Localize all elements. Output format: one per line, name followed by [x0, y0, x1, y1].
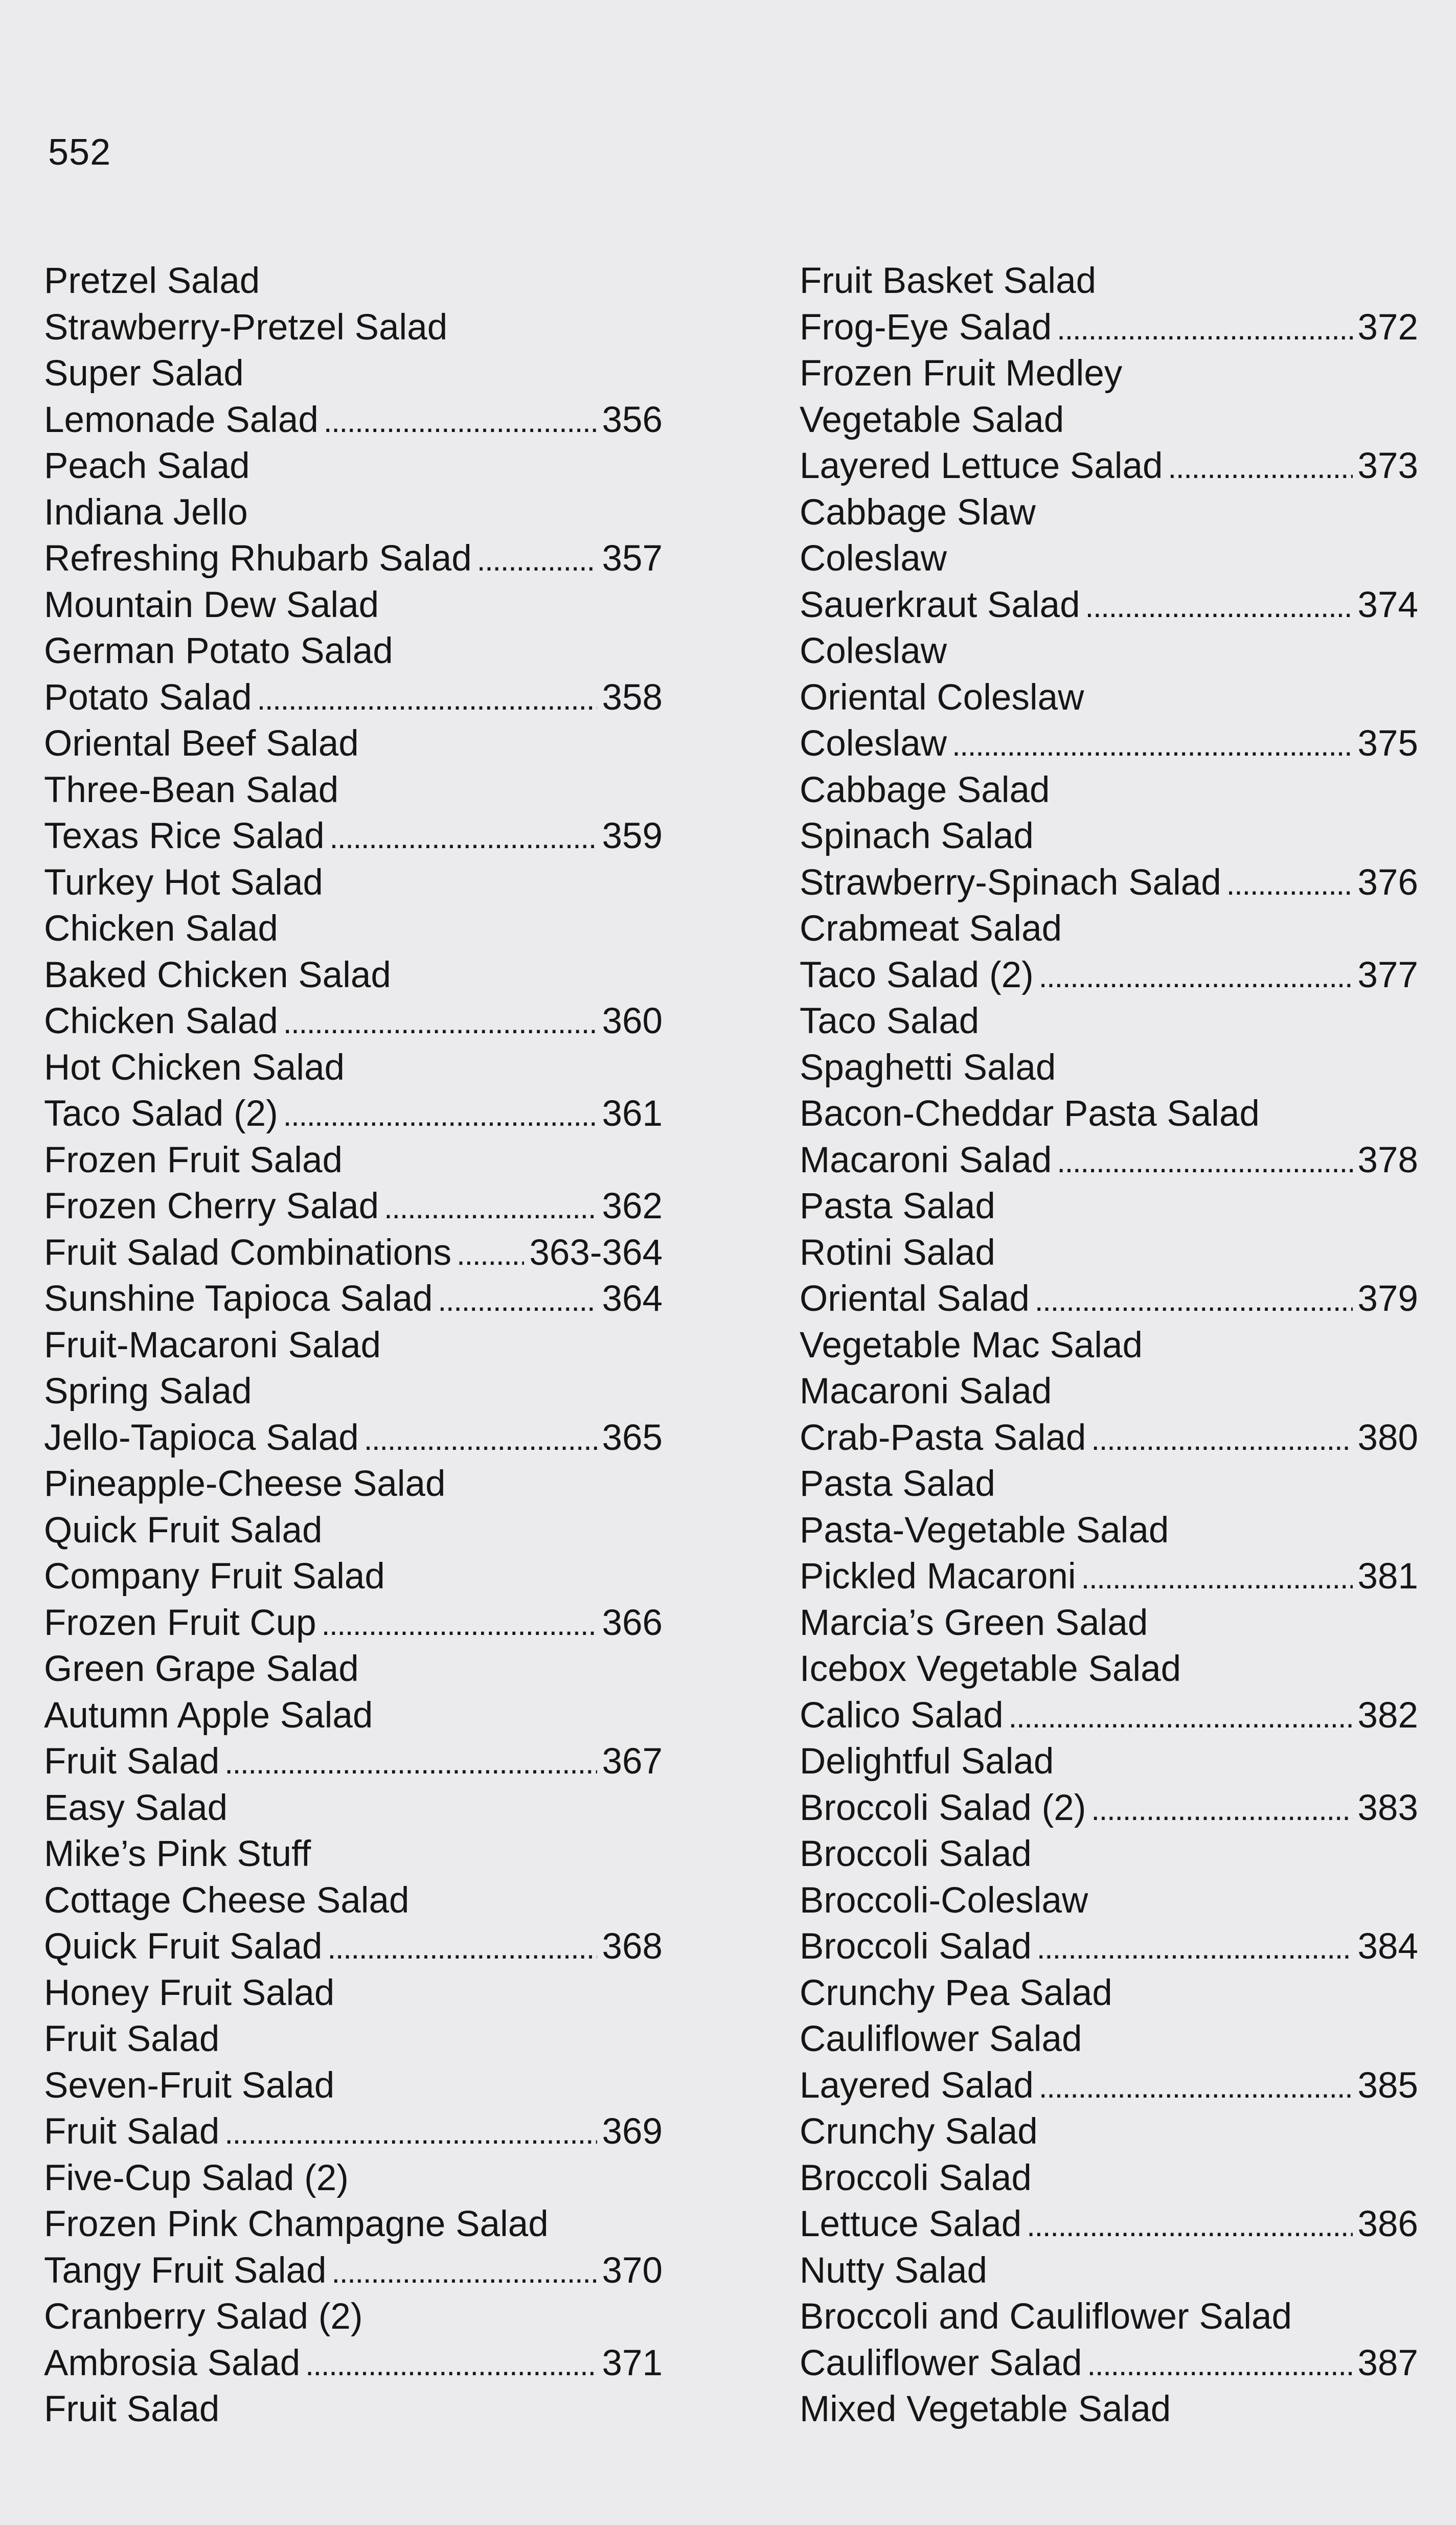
entry-title: Cottage Cheese Salad — [44, 1880, 410, 1921]
index-entry — [800, 309, 1418, 356]
index-entry — [44, 1697, 663, 1744]
index-entry — [800, 355, 1418, 402]
entry-page-number: 369 — [602, 2111, 663, 2152]
index-entry — [44, 1558, 663, 1605]
entry-title: Mountain Dew Salad — [44, 584, 379, 625]
index-entry — [44, 1417, 663, 1466]
index-entry — [800, 1417, 1418, 1466]
entry-page-number: 360 — [602, 1001, 663, 1041]
entry-title: Cauliflower Salad — [800, 2019, 1082, 2059]
entry-page-number: 364 — [602, 1279, 663, 1319]
entry-page-number: 357 — [602, 538, 663, 579]
dot-leader — [1226, 865, 1353, 903]
dot-leader — [364, 1420, 597, 1458]
entry-title: Oriental Coleslaw — [800, 677, 1084, 718]
dot-leader — [1027, 2206, 1352, 2244]
index-entry — [800, 1373, 1418, 1420]
entry-title: Frozen Fruit Cup — [44, 1602, 316, 1643]
page-number: 552 — [48, 132, 111, 173]
entry-page-number: 383 — [1357, 1787, 1418, 1828]
index-entry — [44, 1232, 663, 1281]
index-entry — [44, 2067, 663, 2114]
entry-title: Company Fruit Salad — [44, 1556, 385, 1597]
index-entry — [44, 1743, 663, 1790]
index-entry — [800, 769, 1418, 818]
dot-leader — [322, 1605, 597, 1643]
entry-title: Strawberry-Spinach Salad — [800, 862, 1221, 903]
index-entry — [44, 2296, 663, 2345]
index-entry — [800, 2157, 1418, 2206]
index-column-left — [44, 263, 663, 2438]
index-entry — [44, 2157, 663, 2206]
dot-leader — [1168, 448, 1353, 486]
entry-title: Cranberry Salad (2) — [44, 2296, 363, 2337]
index-entry — [44, 2342, 663, 2392]
index-entry — [800, 2342, 1418, 2392]
entry-title: Jello-Tapioca Salad — [44, 1417, 359, 1458]
index-entry — [800, 725, 1418, 772]
index-entry — [44, 1047, 663, 1096]
entry-page-number: 361 — [602, 1094, 663, 1134]
index-entry — [800, 1188, 1418, 1235]
dot-leader — [438, 1281, 597, 1319]
index-entry — [800, 1047, 1418, 1096]
dot-leader — [328, 1928, 597, 1967]
entry-title: Sunshine Tapioca Salad — [44, 1279, 433, 1319]
index-entry — [44, 355, 663, 402]
index-entry — [44, 2113, 663, 2160]
dot-leader — [1081, 1558, 1353, 1597]
entry-title: Fruit Basket Salad — [800, 261, 1097, 301]
entry-title: Chicken Salad — [44, 1001, 278, 1041]
entry-title: Macaroni Salad — [800, 1140, 1052, 1180]
entry-title: Broccoli and Cauliflower Salad — [800, 2296, 1292, 2337]
entry-page-number: 363-364 — [529, 1232, 663, 1273]
entry-title: Taco Salad — [800, 1001, 980, 1041]
index-entry — [800, 1651, 1418, 1697]
index-entry — [800, 2296, 1418, 2345]
index-entry — [44, 309, 663, 356]
dot-leader — [324, 402, 597, 440]
entry-page-number: 378 — [1357, 1140, 1418, 1180]
dot-leader — [457, 1235, 524, 1273]
index-entry — [44, 584, 663, 633]
index-entry — [800, 448, 1418, 494]
entry-title: Easy Salad — [44, 1787, 228, 1828]
entry-page-number: 385 — [1357, 2065, 1418, 2106]
index-entry — [44, 1836, 663, 1882]
dot-leader — [330, 818, 597, 856]
entry-title: Fruit Salad — [44, 2389, 220, 2429]
entry-page-number: 375 — [1357, 723, 1418, 764]
dot-leader — [305, 2345, 597, 2383]
entry-title: Layered Lettuce Salad — [800, 446, 1163, 486]
index-entry — [800, 1232, 1418, 1281]
dot-leader — [952, 725, 1352, 764]
entry-title: Baked Chicken Salad — [44, 954, 391, 995]
index-entry — [44, 2250, 663, 2299]
entry-page-number: 359 — [602, 816, 663, 856]
entry-title: Oriental Salad — [800, 1279, 1030, 1319]
entry-title: Vegetable Salad — [800, 399, 1064, 440]
index-entry — [800, 1142, 1418, 1189]
index-entry — [44, 954, 663, 1004]
entry-title: Quick Fruit Salad — [44, 1510, 323, 1551]
entry-title: Autumn Apple Salad — [44, 1695, 373, 1736]
entry-title: Spinach Salad — [800, 816, 1034, 856]
dot-leader — [283, 1096, 597, 1134]
entry-page-number: 370 — [602, 2250, 663, 2291]
entry-title: Frozen Pink Champagne Salad — [44, 2204, 549, 2244]
index-entry — [800, 2391, 1418, 2438]
entry-title: Crunchy Pea Salad — [800, 1972, 1112, 2013]
entry-title: Pasta Salad — [800, 1464, 995, 1504]
index-entry — [800, 1512, 1418, 1559]
index-entry — [800, 2021, 1418, 2067]
index-entry — [44, 2021, 663, 2067]
entry-title: Five-Cup Salad (2) — [44, 2157, 349, 2198]
index-entry — [800, 1096, 1418, 1142]
entry-page-number: 386 — [1357, 2204, 1418, 2244]
index-entry — [44, 1882, 663, 1929]
index-entry — [800, 1972, 1418, 2021]
index-entry — [44, 725, 663, 772]
index-entry — [44, 494, 663, 541]
index-entry — [44, 1602, 663, 1651]
index-entry — [800, 1743, 1418, 1790]
entry-title: Spaghetti Salad — [800, 1047, 1056, 1088]
index-entry — [44, 1651, 663, 1697]
entry-title: Three-Bean Salad — [44, 769, 339, 810]
entry-title: Coleslaw — [800, 723, 947, 764]
entry-title: Broccoli Salad — [800, 2157, 1032, 2198]
dot-leader — [224, 1743, 597, 1782]
index-entry — [800, 1281, 1418, 1327]
index-entry — [44, 1466, 663, 1512]
index-entry — [800, 1787, 1418, 1836]
entry-title: Ambrosia Salad — [44, 2342, 301, 2383]
entry-title: Crabmeat Salad — [800, 908, 1062, 949]
index-entry — [800, 862, 1418, 911]
entry-title: Broccoli Salad (2) — [800, 1787, 1086, 1828]
index-entry — [800, 818, 1418, 865]
entry-page-number: 382 — [1357, 1695, 1418, 1736]
index-entry — [44, 263, 663, 309]
dot-leader — [1057, 309, 1352, 348]
dot-leader — [332, 2253, 597, 2291]
index-entry — [44, 1003, 663, 1050]
entry-page-number: 368 — [602, 1926, 663, 1967]
entry-page-number: 387 — [1357, 2342, 1418, 2383]
index-entry — [44, 1787, 663, 1836]
entry-title: Cabbage Salad — [800, 769, 1050, 810]
entry-page-number: 379 — [1357, 1279, 1418, 1319]
dot-leader — [1091, 1790, 1352, 1828]
index-entry — [44, 1928, 663, 1975]
dot-leader — [1039, 957, 1353, 995]
index-entry — [800, 494, 1418, 541]
index-entry — [44, 818, 663, 865]
dot-leader — [1085, 587, 1353, 625]
entry-title: Taco Salad (2) — [44, 1094, 278, 1134]
index-entry — [44, 399, 663, 448]
entry-title: Vegetable Mac Salad — [800, 1325, 1143, 1366]
entry-page-number: 377 — [1357, 954, 1418, 995]
entry-title: German Potato Salad — [44, 631, 393, 671]
entry-title: Pasta Salad — [800, 1186, 995, 1226]
entry-page-number: 376 — [1357, 862, 1418, 903]
index-entry — [44, 769, 663, 818]
entry-title: Broccoli-Coleslaw — [800, 1880, 1088, 1921]
entry-title: Green Grape Salad — [44, 1649, 359, 1689]
dot-leader — [283, 1003, 597, 1041]
index-entry — [44, 1972, 663, 2021]
entry-title: Cabbage Slaw — [800, 492, 1036, 533]
entry-title: Pasta-Vegetable Salad — [800, 1510, 1169, 1551]
index-entry — [44, 1188, 663, 1235]
entry-title: Super Salad — [44, 353, 244, 394]
entry-title: Layered Salad — [800, 2065, 1034, 2106]
entry-title: Fruit Salad Combinations — [44, 1232, 452, 1273]
entry-page-number: 380 — [1357, 1417, 1418, 1458]
entry-title: Quick Fruit Salad — [44, 1926, 323, 1967]
index-entry — [800, 908, 1418, 957]
index-entry — [44, 1327, 663, 1374]
entry-title: Frozen Cherry Salad — [44, 1186, 379, 1226]
entry-title: Hot Chicken Salad — [44, 1047, 345, 1088]
index-entry — [44, 448, 663, 494]
entry-title: Bacon-Cheddar Pasta Salad — [800, 1094, 1260, 1134]
entry-title: Crunchy Salad — [800, 2111, 1038, 2152]
entry-page-number: 367 — [602, 1741, 663, 1782]
index-entry — [44, 633, 663, 679]
entry-title: Frozen Fruit Salad — [44, 1140, 343, 1180]
index-entry — [44, 1142, 663, 1189]
entry-page-number: 356 — [602, 399, 663, 440]
entry-title: Sauerkraut Salad — [800, 584, 1080, 625]
entry-title: Turkey Hot Salad — [44, 862, 323, 903]
entry-title: Calico Salad — [800, 1695, 1004, 1736]
dot-leader — [1057, 1142, 1352, 1180]
entry-title: Coleslaw — [800, 631, 947, 671]
entry-title: Potato Salad — [44, 677, 252, 718]
entry-title: Refreshing Rhubarb Salad — [44, 538, 472, 579]
entry-title: Taco Salad (2) — [800, 954, 1034, 995]
index-entry — [800, 1558, 1418, 1605]
entry-title: Coleslaw — [800, 538, 947, 579]
dot-leader — [1009, 1697, 1353, 1736]
entry-title: Frozen Fruit Medley — [800, 353, 1123, 394]
index-entry — [800, 1928, 1418, 1975]
index-entry — [44, 2391, 663, 2438]
entry-title: Mike’s Pink Stuff — [44, 1834, 311, 1874]
entry-page-number: 384 — [1357, 1926, 1418, 1967]
entry-title: Rotini Salad — [800, 1232, 995, 1273]
entry-title: Pretzel Salad — [44, 261, 260, 301]
entry-title: Indiana Jello — [44, 492, 248, 533]
entry-page-number: 373 — [1357, 446, 1418, 486]
entry-title: Fruit Salad — [44, 2019, 220, 2059]
index-entry — [44, 1512, 663, 1559]
index-entry — [44, 1373, 663, 1420]
index-entry — [800, 399, 1418, 448]
entry-title: Frog-Eye Salad — [800, 307, 1052, 348]
index-entry — [800, 263, 1418, 309]
entry-title: Delightful Salad — [800, 1741, 1054, 1782]
dot-leader — [224, 2113, 597, 2152]
entry-title: Lettuce Salad — [800, 2204, 1022, 2244]
index-entry — [800, 2067, 1418, 2114]
dot-leader — [477, 540, 597, 579]
entry-page-number: 381 — [1357, 1556, 1418, 1597]
dot-leader — [1091, 1420, 1352, 1458]
dot-leader — [1035, 1281, 1353, 1319]
entry-title: Strawberry-Pretzel Salad — [44, 307, 448, 348]
index-entry — [800, 584, 1418, 633]
index-entry — [800, 1327, 1418, 1374]
index-entry — [800, 2250, 1418, 2299]
entry-title: Macaroni Salad — [800, 1371, 1052, 1412]
index-entry — [800, 1836, 1418, 1882]
entry-title: Texas Rice Salad — [44, 816, 325, 856]
entry-title: Tangy Fruit Salad — [44, 2250, 327, 2291]
entry-title: Spring Salad — [44, 1371, 252, 1412]
dot-leader — [384, 1188, 597, 1226]
entry-title: Fruit-Macaroni Salad — [44, 1325, 381, 1366]
dot-leader — [1037, 1928, 1353, 1967]
index-entry — [44, 2206, 663, 2253]
index-entry — [800, 1602, 1418, 1651]
entry-title: Seven-Fruit Salad — [44, 2065, 335, 2106]
index-entry — [800, 679, 1418, 726]
entry-title: Pineapple-Cheese Salad — [44, 1464, 446, 1504]
entry-title: Mixed Vegetable Salad — [800, 2389, 1171, 2429]
dot-leader — [257, 679, 597, 718]
index-entry — [44, 1096, 663, 1142]
entry-title: Marcia’s Green Salad — [800, 1602, 1148, 1643]
entry-page-number: 372 — [1357, 307, 1418, 348]
entry-title: Lemonade Salad — [44, 399, 318, 440]
entry-title: Cauliflower Salad — [800, 2342, 1082, 2383]
entry-title: Peach Salad — [44, 446, 250, 486]
index-entry — [800, 540, 1418, 587]
index-entry — [800, 954, 1418, 1004]
entry-page-number: 366 — [602, 1602, 663, 1643]
entry-page-number: 365 — [602, 1417, 663, 1458]
entry-title: Fruit Salad — [44, 1741, 220, 1782]
entry-title: Icebox Vegetable Salad — [800, 1649, 1181, 1689]
entry-title: Oriental Beef Salad — [44, 723, 359, 764]
entry-page-number: 362 — [602, 1186, 663, 1226]
dot-leader — [1087, 2345, 1353, 2383]
entry-page-number: 371 — [602, 2342, 663, 2383]
index-entry — [800, 2113, 1418, 2160]
index-entry — [44, 862, 663, 911]
index-entry — [800, 1466, 1418, 1512]
index-column-right — [800, 263, 1418, 2438]
entry-title: Crab-Pasta Salad — [800, 1417, 1086, 1458]
index-entry — [44, 679, 663, 726]
index-entry — [800, 2206, 1418, 2253]
index-entry — [800, 1697, 1418, 1744]
entry-title: Pickled Macaroni — [800, 1556, 1076, 1597]
index-entry — [800, 633, 1418, 679]
entry-title: Fruit Salad — [44, 2111, 220, 2152]
entry-title: Chicken Salad — [44, 908, 278, 949]
entry-page-number: 374 — [1357, 584, 1418, 625]
index-entry — [44, 540, 663, 587]
entry-page-number: 358 — [602, 677, 663, 718]
entry-title: Honey Fruit Salad — [44, 1972, 335, 2013]
index-entry — [44, 908, 663, 957]
index-entry — [800, 1003, 1418, 1050]
dot-leader — [1039, 2067, 1353, 2106]
entry-title: Nutty Salad — [800, 2250, 988, 2291]
entry-title: Broccoli Salad — [800, 1834, 1032, 1874]
index-entry — [44, 1281, 663, 1327]
index-entry — [800, 1882, 1418, 1929]
entry-title: Broccoli Salad — [800, 1926, 1032, 1967]
